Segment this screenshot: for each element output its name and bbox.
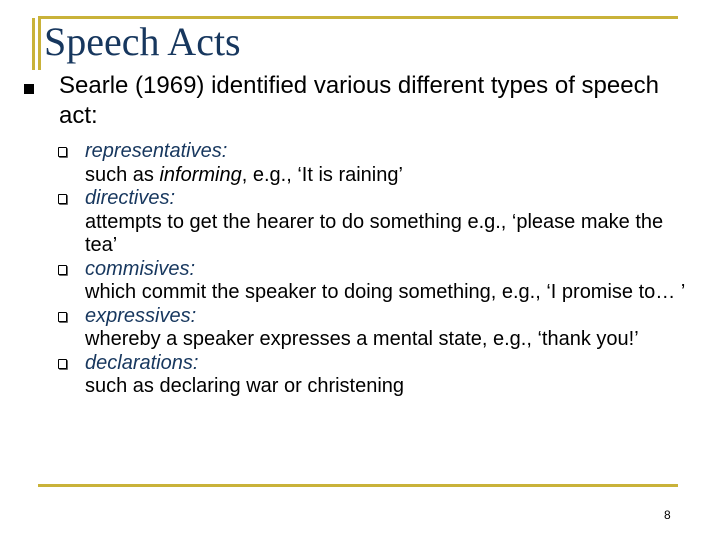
checkbox-bullet-icon	[58, 265, 67, 275]
item-description-start: such as	[85, 163, 160, 186]
item-description-end: , e.g., ‘It is raining’	[241, 163, 403, 186]
item-description: whereby a speaker expresses a mental state, e.g., ‘thank you!’	[85, 328, 639, 350]
bottom-rule	[38, 484, 678, 487]
item-term: representatives:	[85, 140, 228, 162]
item-description: attempts to get the hearer to do something e.g., ‘please make the tea’	[85, 210, 664, 256]
main-point: Searle (1969) identified various different types of speech act:	[59, 72, 659, 129]
checkbox-bullet-icon	[58, 312, 67, 322]
item-description: such as declaring war or christening	[85, 375, 405, 397]
slide-title: Speech Acts	[44, 19, 241, 64]
item-term: declarations:	[85, 351, 199, 374]
page-number: 8	[664, 508, 671, 522]
list-item-directives	[58, 187, 698, 258]
left-rule-outer	[32, 18, 35, 70]
speech-act-types-list	[58, 140, 698, 399]
checkbox-bullet-icon	[58, 359, 67, 369]
left-rule-inner	[38, 18, 41, 70]
list-item-expressives	[58, 305, 698, 352]
item-term: directives:	[85, 187, 176, 209]
list-item-commisives	[58, 258, 698, 305]
item-term: commisives:	[85, 257, 196, 280]
item-description-emphasis: informing	[159, 163, 242, 186]
list-item-declarations	[58, 352, 698, 399]
item-description	[85, 164, 698, 188]
square-bullet-icon	[24, 84, 34, 94]
checkbox-bullet-icon	[58, 194, 67, 204]
item-description: which commit the speaker to doing something, e.g., ‘I promise to… ’	[85, 281, 686, 303]
checkbox-bullet-icon	[58, 147, 67, 157]
list-item-representatives	[58, 140, 698, 187]
item-term: expressives:	[85, 304, 197, 327]
